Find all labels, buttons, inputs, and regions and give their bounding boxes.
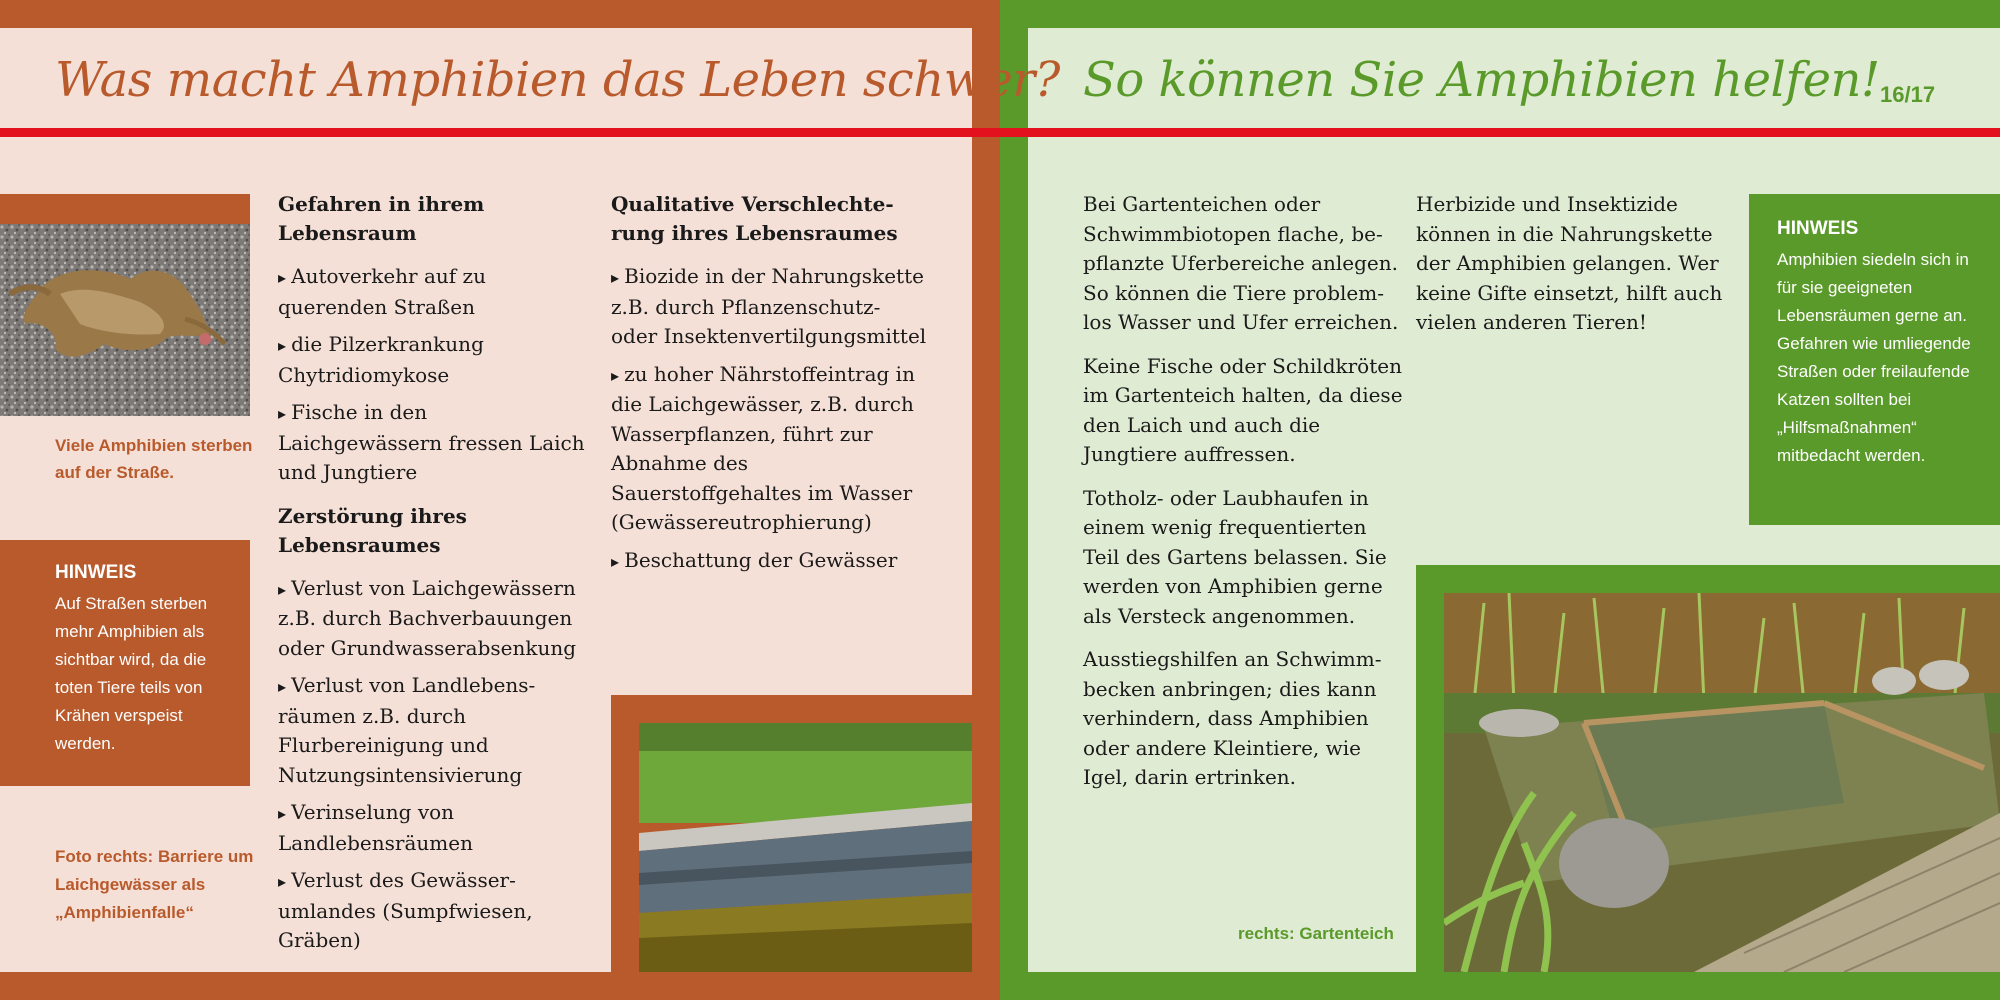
paragraph: Bei Gartenteichen oder Schwimmbiotopen flache, bepflanzte Uferbereiche anlegen. So können die Tiere problemlos Wasser und Ufer erreichen. <box>1083 192 1399 334</box>
paragraph: Totholz- oder Laubhaufen in einem wenig frequentierten Teil des Gartens belassen. Sie werden von Amphibien gerne als Versteck angenommen. <box>1083 485 1387 628</box>
garden-pond-photo-frame <box>1416 565 2000 972</box>
paragraph: Ausstiegshilfen an Schwimmbecken anbringen; dies kann verhindern, dass Amphibien oder andere Kleintiere, wie Igel, darin ertrinken. <box>1083 647 1382 789</box>
toad-photo-caption: Viele Amphibien sterben auf der Straße. <box>55 436 253 482</box>
left-page-title: Was macht Amphibien das Leben schwer? <box>55 52 1060 108</box>
list-item: ▸ Verlust von Landlebensräumen z.B. durch Flurbereinigung und Nutzungsintensivierung <box>278 673 536 787</box>
list-item: ▸ Biozide in der Nahrungskette z.B. durch Pflanzenschutz- oder Insektenvertilgungsmittel <box>611 264 927 348</box>
list-item: ▸ Fische in den Laichgewässern fressen Laich und Jungtiere <box>278 400 585 484</box>
list-item: ▸ Verlust von Laichgewässern z.B. durch Bachverbauungen oder Grundwasserabsenkung <box>278 575 577 660</box>
heading-zerstoerung: Zerstörung ihres Lebensraumes <box>278 503 467 557</box>
garden-pond-photo <box>1444 593 2000 972</box>
hinweis-title: HINWEIS <box>1777 218 1859 239</box>
barrier-photo-caption: Foto rechts: Barriere um Laichgewässer als „Amphibienfalle“ <box>55 847 254 922</box>
garden-pond-caption: rechts: Gartenteich <box>1238 924 1394 943</box>
list-item: ▸ Verinselung von Landlebensräumen <box>278 800 473 855</box>
toad-photo-frame <box>0 194 250 416</box>
barrier-photo-frame <box>611 695 972 972</box>
paragraph: Herbizide und Insektizide können in die Nahrungskette der Amphibien gelangen. Wer keine Gifte einsetzt, hilft auch vielen anderen Tieren! <box>1416 192 1723 334</box>
list-item: ▸ Autoverkehr auf zu querenden Straßen <box>278 264 486 319</box>
list-item: ▸ die Pilzerkrankung Chytridiomykose <box>278 332 484 387</box>
right-column-1 <box>1083 190 1403 801</box>
list-item: ▸ Verlust des Gewässerumlandes (Sumpfwiesen, Gräben) <box>278 868 533 952</box>
dead-toad-photo <box>0 224 250 416</box>
red-divider-line <box>0 128 2000 137</box>
left-column-1 <box>278 190 588 964</box>
right-page-title: So können Sie Amphibien helfen! <box>1083 52 1880 108</box>
hinweis-title: HINWEIS <box>55 562 137 583</box>
list-item: ▸ zu hoher Nährstoffeintrag in die Laichgewässer, z.B. durch Wasserpflanzen, führt zur Abnahme des Sauerstoffgehaltes im Wasser (Gewässereutrophierung) <box>611 361 915 534</box>
heading-gefahren: Gefahren in ihrem Lebensraum <box>278 192 485 245</box>
left-column-2 <box>611 190 931 584</box>
list-item: ▸ Beschattung der Gewässer <box>611 547 898 572</box>
page-number: 16/17 <box>1880 82 1936 107</box>
paragraph: Keine Fische oder Schildkröten im Gartenteich halten, da diese den Laich und auch die Jungtiere auffressen. <box>1083 353 1403 466</box>
pond-barrier-photo <box>639 723 972 972</box>
hinweis-box-right <box>1749 194 2000 525</box>
hinweis-box-left <box>0 540 250 786</box>
hinweis-text: Amphibien siedeln sich in für sie geeigneten Lebensräumen gerne an. Gefahren wie umliegende Straßen oder freilaufende Katzen sollten bei „Hilfsmaßnahmen“ mitbedacht werden. <box>1777 250 1971 465</box>
hinweis-text: Auf Straßen sterben mehr Amphibien als sichtbar wird, da die toten Tiere teils von Krähen verspeist werden. <box>55 594 208 753</box>
right-column-2 <box>1416 190 1726 346</box>
heading-qualitative: Qualitative Verschlechterung ihres Lebensraumes <box>611 192 898 245</box>
